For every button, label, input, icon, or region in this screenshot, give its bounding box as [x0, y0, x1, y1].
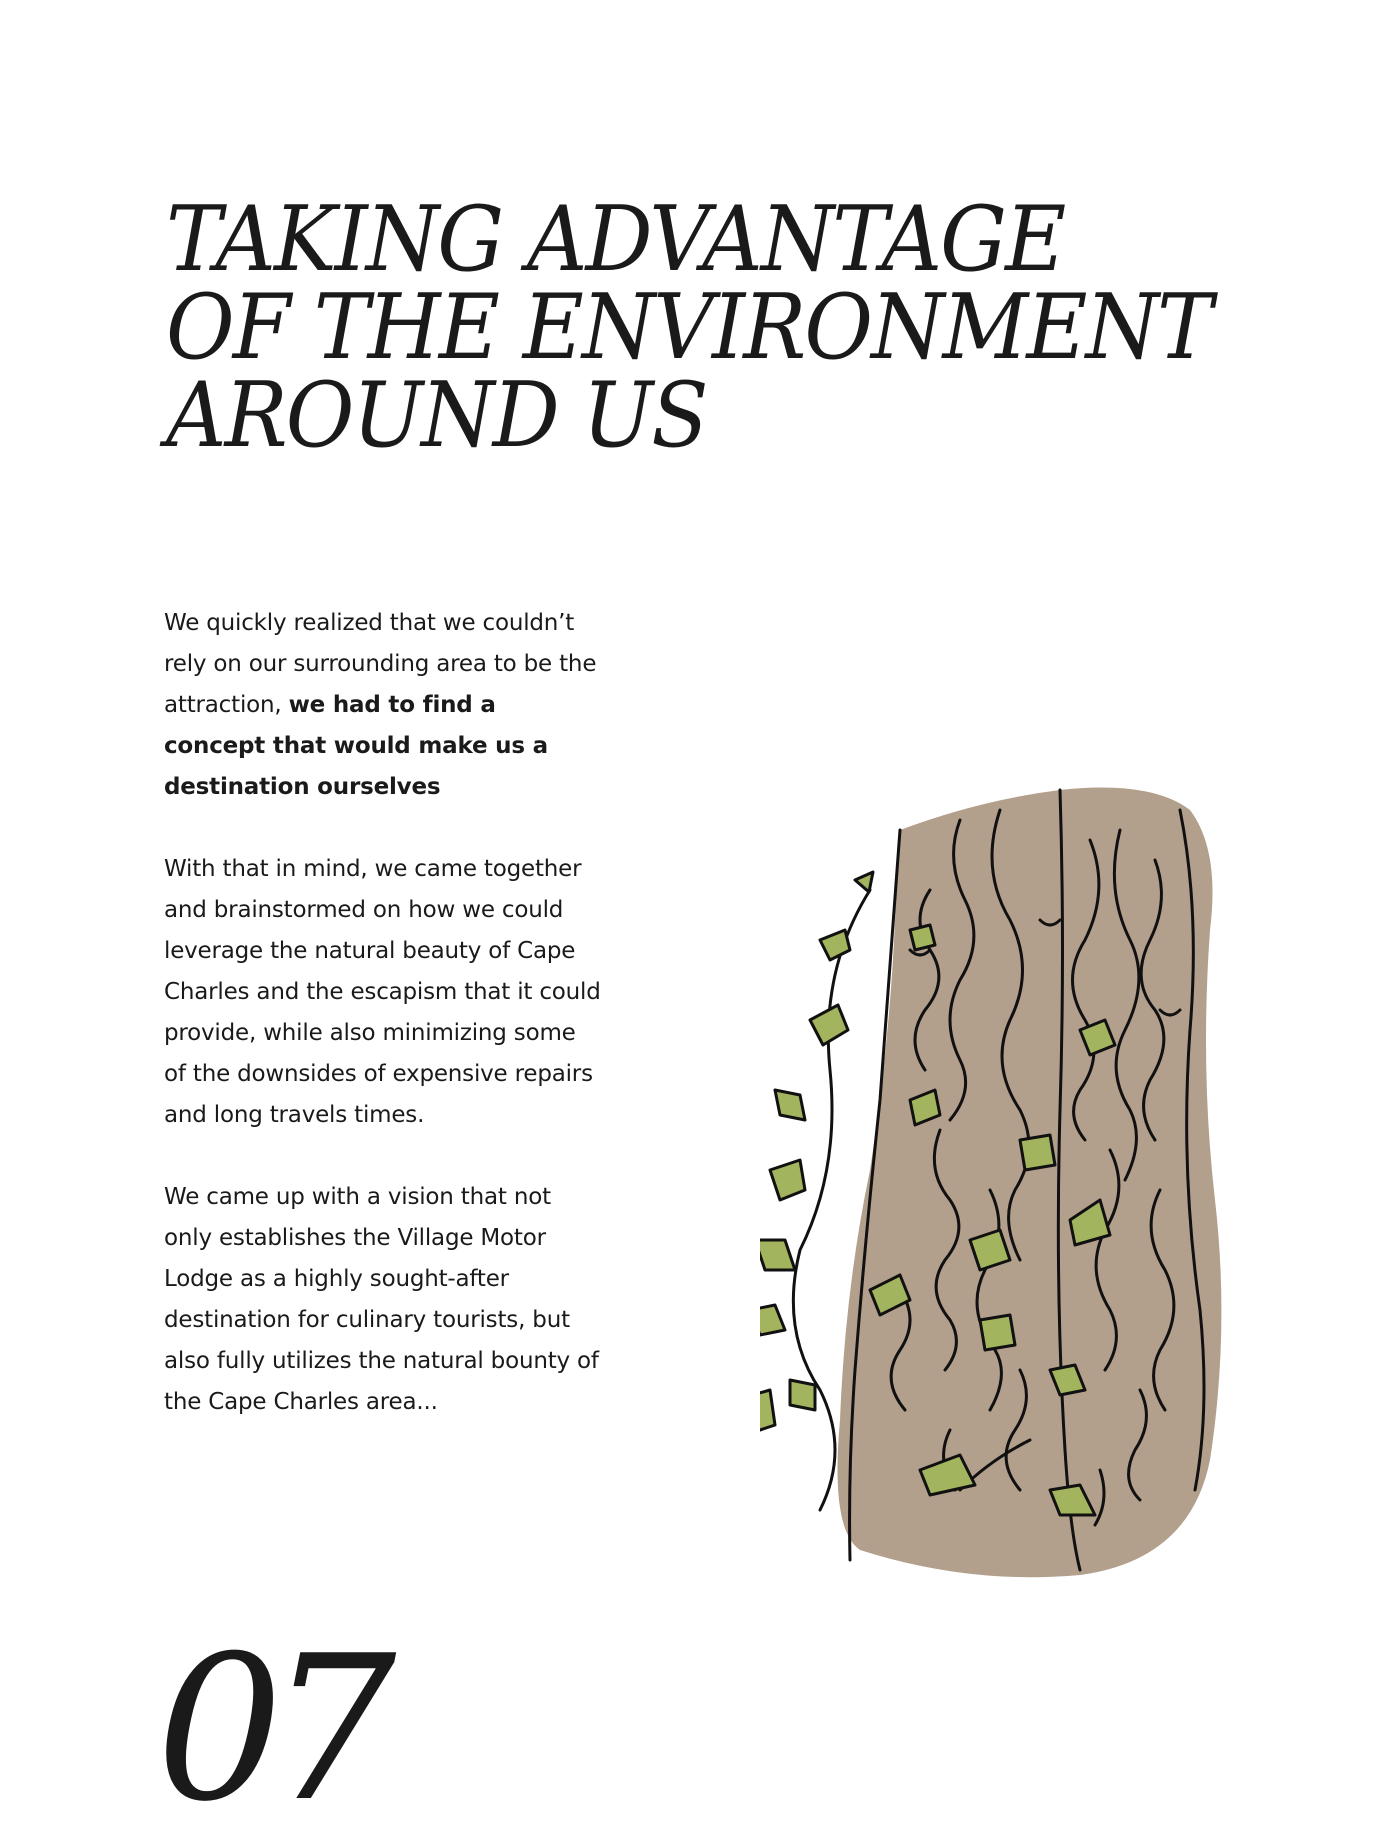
paragraph-2: With that in mind, we came together and brainstormed on how we could leverage the natural beauty of Cape Charles and the escapism that it could provide, while also minimizing some of the downsides of expensive repairs and long travels times. — [164, 856, 601, 1128]
paragraph-1-bold: we had to find a concept that would make us a destination ourselves — [164, 692, 548, 800]
paragraph-1-text: We quickly realized that we couldn’t rely on our surrounding area to be the attraction, — [164, 610, 597, 718]
tree-trunk — [838, 788, 1222, 1578]
title-line-3: AROUND US — [166, 363, 707, 468]
page-title — [166, 187, 1211, 468]
title-line-1: TAKING ADVANTAGE — [166, 187, 1065, 292]
paragraph-3: We came up with a vision that not only establishes the Village Motor Lodge as a highly sought-after destination for culinary tourists, but also fully utilizes the natural bounty of the Cape Charles area... — [164, 1184, 599, 1415]
tree-trunk-illustration — [760, 770, 1240, 1590]
title-line-2: OF THE ENVIRONMENT — [166, 275, 1211, 380]
page-number: 07 — [156, 1613, 383, 1846]
body-text — [164, 603, 604, 1464]
paragraph-1 — [164, 603, 604, 808]
